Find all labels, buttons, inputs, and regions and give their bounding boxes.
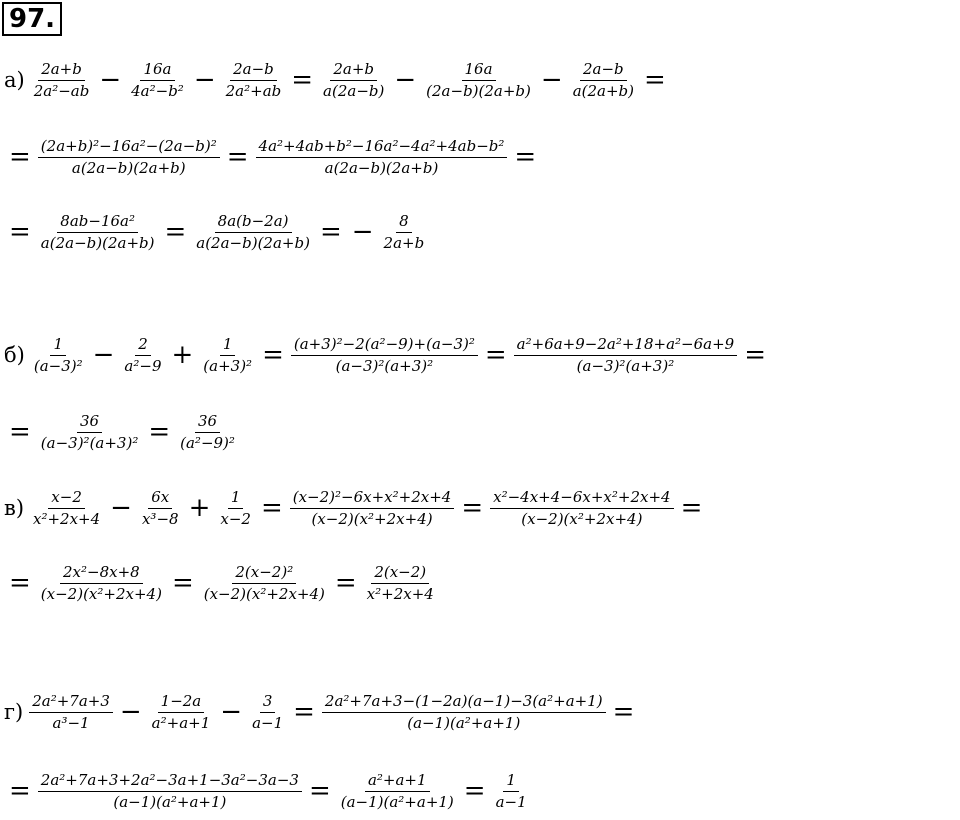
- denominator: 2a²−ab: [33, 81, 90, 100]
- fraction: [288, 487, 457, 530]
- denominator: (x−2)(x²+2x+4): [311, 509, 433, 528]
- denominator: a−1: [252, 713, 284, 732]
- fraction: [215, 487, 256, 530]
- fraction: [147, 691, 216, 734]
- denominator: (a−1)(a²+a+1): [340, 792, 454, 811]
- numerator: 2a−b: [580, 59, 627, 81]
- denominator: x³−8: [141, 509, 179, 528]
- numerator: 2(x−2): [371, 562, 429, 584]
- fraction: [491, 770, 532, 813]
- denominator: a(2a−b)(2a+b): [40, 233, 155, 252]
- denominator: (x−2)(x²+2x+4): [40, 584, 162, 603]
- denominator: a³−1: [52, 713, 90, 732]
- fraction: [126, 59, 189, 102]
- denominator: (a+3)²: [203, 356, 253, 375]
- equation-line: [4, 136, 541, 179]
- operator: =: [9, 142, 31, 172]
- operator: =: [319, 217, 342, 247]
- operator: =: [262, 340, 284, 370]
- operator: −: [220, 697, 243, 727]
- fraction: [36, 562, 167, 605]
- fraction: [512, 334, 740, 377]
- equation-line: [4, 334, 771, 377]
- denominator: (a−3)²: [33, 356, 83, 375]
- operator: −: [110, 493, 132, 523]
- denominator: a²+a+1: [151, 713, 211, 732]
- exercise-number: 97.: [2, 2, 62, 36]
- numerator: 4a²+4ab+b²−16a²−4a²+4ab−b²: [256, 136, 508, 158]
- fraction: [247, 691, 288, 734]
- operator: −: [119, 697, 142, 727]
- denominator: (x−2)(x²+2x+4): [203, 584, 325, 603]
- fraction: [28, 487, 105, 530]
- denominator: (x−2)(x²+2x+4): [521, 509, 643, 528]
- denominator: (a²−9)²: [180, 433, 235, 452]
- fraction: [29, 59, 95, 102]
- fraction: [421, 59, 536, 102]
- numerator: a²+6a+9−2a²+18+a²−6a+9: [514, 334, 738, 356]
- denominator: 2a+b: [383, 233, 425, 252]
- fraction: [36, 211, 160, 254]
- fraction: [221, 59, 287, 102]
- denominator: a(2a−b)(2a+b): [196, 233, 310, 252]
- part-label: б): [4, 343, 25, 367]
- fraction: [119, 334, 166, 377]
- denominator: (a−1)(a²+a+1): [113, 792, 227, 811]
- operator: =: [171, 568, 194, 598]
- denominator: a−1: [495, 792, 527, 811]
- denominator: a(2a−b)(2a+b): [324, 158, 439, 177]
- numerator: 2a²+7a+3: [29, 691, 113, 713]
- denominator: x²+2x+4: [33, 509, 101, 528]
- equation-line: [4, 691, 639, 734]
- fraction: [198, 334, 257, 377]
- operator: =: [9, 776, 31, 806]
- numerator: 2x²−8x+8: [60, 562, 143, 584]
- operator: =: [744, 340, 767, 370]
- fraction: [36, 136, 222, 179]
- denominator: a(2a−b): [323, 81, 385, 100]
- fraction: [568, 59, 639, 102]
- operator: −: [92, 340, 115, 370]
- operator: +: [188, 493, 211, 523]
- operator: =: [260, 493, 283, 523]
- denominator: a(2a+b): [572, 81, 634, 100]
- numerator: 8ab−16a²: [57, 211, 138, 233]
- operator: −: [99, 65, 122, 95]
- operator: =: [644, 65, 666, 95]
- fraction: [175, 411, 240, 454]
- numerator: 2a−b: [230, 59, 277, 81]
- operator: =: [484, 340, 507, 370]
- part-label: а): [4, 68, 25, 92]
- equation-line: [4, 211, 429, 254]
- equation-line: [4, 411, 240, 454]
- operator: =: [308, 776, 331, 806]
- fraction: [362, 562, 439, 605]
- part-label: в): [4, 496, 25, 520]
- numerator: 36: [195, 411, 220, 433]
- numerator: 1: [50, 334, 66, 356]
- denominator: x−2: [220, 509, 251, 528]
- numerator: (a+3)²−2(a²−9)+(a−3)²: [291, 334, 478, 356]
- operator: =: [680, 493, 703, 523]
- numerator: 8a(b−2a): [215, 211, 292, 233]
- denominator: x²+2x+4: [366, 584, 434, 603]
- operator: =: [9, 568, 31, 598]
- operator: =: [9, 217, 31, 247]
- numerator: 16a: [462, 59, 496, 81]
- operator: =: [463, 776, 486, 806]
- part-label: г): [4, 700, 24, 724]
- fraction: [27, 691, 115, 734]
- operator: −: [351, 217, 374, 247]
- numerator: x²−4x+4−6x+x²+2x+4: [490, 487, 673, 509]
- fraction: [29, 334, 88, 377]
- fraction: [137, 487, 184, 530]
- operator: =: [612, 697, 635, 727]
- numerator: 2(x−2)²: [232, 562, 296, 584]
- operator: −: [394, 65, 417, 95]
- numerator: 2a²+7a+3+2a²−3a+1−3a²−3a−3: [38, 770, 302, 792]
- numerator: (2a+b)²−16a²−(2a−b)²: [38, 136, 220, 158]
- operator: =: [514, 142, 537, 172]
- operator: =: [9, 417, 31, 447]
- operator: =: [293, 697, 315, 727]
- numerator: 1: [228, 487, 244, 509]
- numerator: x−2: [48, 487, 85, 509]
- numerator: 36: [77, 411, 102, 433]
- operator: =: [461, 493, 484, 523]
- operator: =: [148, 417, 171, 447]
- fraction: [336, 770, 459, 813]
- denominator: 2a²+ab: [225, 81, 282, 100]
- numerator: 3: [260, 691, 276, 713]
- operator: +: [171, 340, 194, 370]
- numerator: 6x: [148, 487, 172, 509]
- numerator: 2a+b: [330, 59, 377, 81]
- denominator: a²−9: [124, 356, 162, 375]
- fraction: [289, 334, 480, 377]
- denominator: (2a−b)(2a+b): [426, 81, 531, 100]
- numerator: 2: [135, 334, 151, 356]
- fraction: [488, 487, 675, 530]
- denominator: (a−3)²(a+3)²: [335, 356, 434, 375]
- denominator: (a−3)²(a+3)²: [576, 356, 675, 375]
- operator: −: [193, 65, 216, 95]
- operator: −: [540, 65, 563, 95]
- denominator: (a−3)²(a+3)²: [40, 433, 139, 452]
- numerator: 8: [396, 211, 412, 233]
- equation-line: [4, 59, 671, 102]
- fraction: [191, 211, 315, 254]
- fraction: [379, 211, 430, 254]
- denominator: a(2a−b)(2a+b): [71, 158, 186, 177]
- fraction: [318, 59, 389, 102]
- fraction: [36, 411, 144, 454]
- operator: =: [164, 217, 187, 247]
- fraction: [320, 691, 608, 734]
- operator: =: [334, 568, 357, 598]
- numerator: 2a+b: [38, 59, 85, 81]
- numerator: 1: [503, 770, 519, 792]
- numerator: 1: [220, 334, 236, 356]
- fraction: [36, 770, 304, 813]
- fraction: [254, 136, 510, 179]
- numerator: a²+a+1: [365, 770, 430, 792]
- fraction: [199, 562, 330, 605]
- denominator: (a−1)(a²+a+1): [407, 713, 521, 732]
- equation-line: [4, 770, 532, 813]
- numerator: (x−2)²−6x+x²+2x+4: [290, 487, 455, 509]
- numerator: 2a²+7a+3−(1−2a)(a−1)−3(a²+a+1): [322, 691, 606, 713]
- numerator: 16a: [140, 59, 174, 81]
- numerator: 1−2a: [158, 691, 205, 713]
- equation-line: [4, 487, 707, 530]
- denominator: 4a²−b²: [131, 81, 184, 100]
- operator: =: [291, 65, 314, 95]
- operator: =: [226, 142, 249, 172]
- equation-line: [4, 562, 439, 605]
